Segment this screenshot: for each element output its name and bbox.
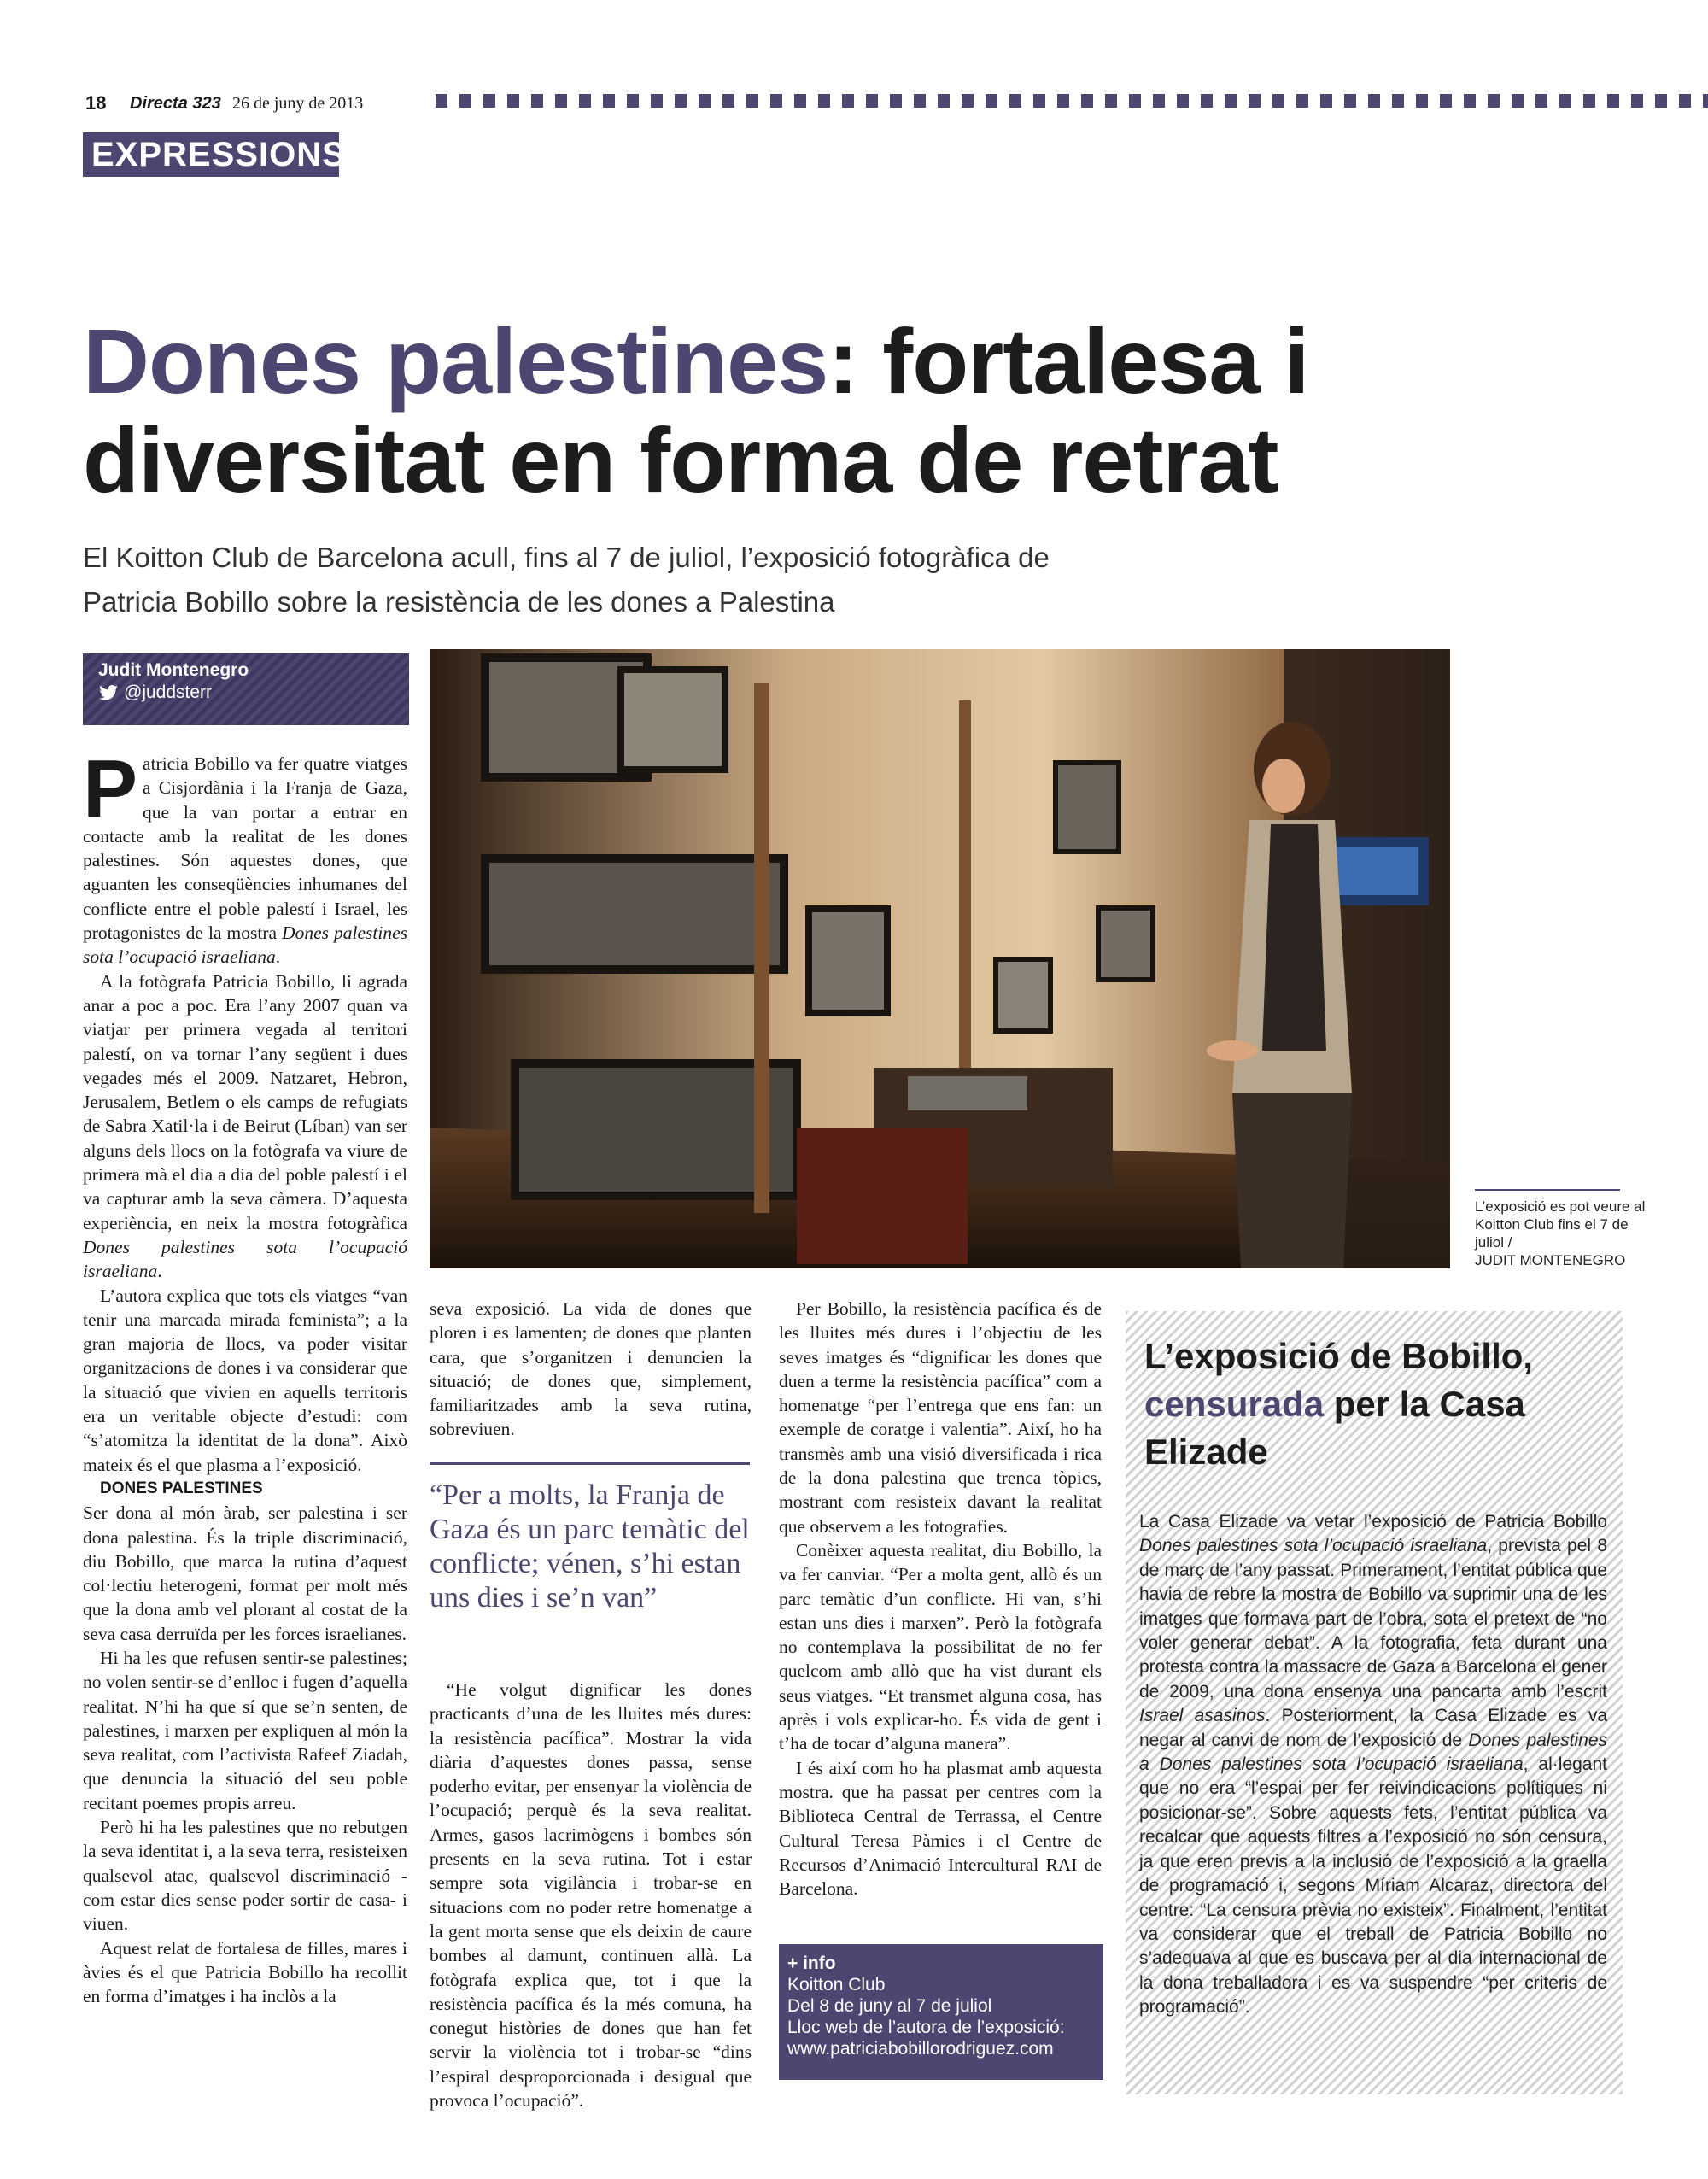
author-handle-line	[98, 682, 394, 703]
article-photo	[430, 649, 1450, 1268]
info-box	[779, 1944, 1103, 2080]
twitter-bird-icon	[98, 685, 119, 700]
sidebar-italic: Dones palestines a Dones palestines sota l’ocupació israeliana	[1139, 1730, 1608, 1775]
byline-box	[83, 653, 409, 725]
sidebar-text: , prevista pel 8 de març de l’any passat. Primerament, l’entitat pública que havia de rebre la mostra de Bobillo va suprimir una de les imatges que formava part de l’obra, sota el pretext de “no voler generar debat”. A la fotografia, feta durant una protesta contra la massacre de Gaza a Barcelona el gener de 2009, una dona ensenya una pancarta amb l’escrit	[1139, 1536, 1607, 1702]
photo-credit: JUDIT MONTENEGRO	[1475, 1252, 1626, 1268]
body-paragraph: “He volgut dignificar les dones practicants d’una de les lluites més dures: la resistència pacífica”. Mostrar la vida diària d’aquestes dones passa, sense poderho evitar, per ensenyar la violència de l’ocupació; perquè és la seva realitat. Armes, gasos lacrimògens i bombes són presents en la seva rutina. Tot i estar sempre sota vigilància i trobar-se en situacions com no poder retre homenatge a la gent morta sense que els deixin de caure bombes al damunt, continuen allà. La fotògrafa explica que, tot i que la resistència pacífica és la més comuna, ha conegut històries de dones que han fet servir la violència tot i trobar-se “dins l’espiral desproporcionada i desigual que provoca l’ocupació”.	[430, 1679, 752, 2112]
body-paragraph: Ser dona al món àrab, ser palestina i ser dona palestina. És la triple discriminació, diu Bobillo, que marca la rutina d’aquest col·lectiu heterogeni, format per molt més que la dona amb vel plorant al costat de la seva casa derruïda per les forces israelianes.	[83, 1502, 407, 1644]
pull-quote: “Per a molts, la Franja de Gaza és un parc temàtic del conflicte; vénen, s’hi estan uns dies i se’n van”	[430, 1462, 750, 1615]
body-paragraph: Aquest relat de fortalesa de filles, mares i àvies és el que Patricia Bobillo ha recollit en forma d’imatges i ha inclòs a la	[83, 1937, 407, 2007]
sidebar-title-text: L’exposició de Bobillo,	[1144, 1336, 1534, 1376]
body-paragraph: I és així com ho ha plasmat amb aquesta mostra. que ha passat per centres com la Biblioteca Central de Terrassa, el Centre Cultural Teresa Pàmies i el Centre de Recursos d’Animació Intercultural RAI de Barcelona.	[779, 1757, 1102, 1900]
article-deck: El Koitton Club de Barcelona acull, fins al 7 de juliol, l’exposició fotogràfica de Patricia Bobillo sobre la resistència de les dones a Palestina	[83, 542, 1050, 618]
body-column-3	[779, 1297, 1102, 1901]
info-heading: + info	[787, 1953, 836, 1973]
publication-name: Directa 323	[130, 94, 221, 113]
sidebar-title-highlight: censurada	[1144, 1384, 1325, 1424]
body-text: .	[157, 1261, 162, 1282]
exhibition-title: Dones palestines sota l’ocupació israeliana	[83, 923, 407, 968]
header-dotted-rule	[436, 94, 1708, 108]
sidebar-title-text: per la Casa Elizade	[1144, 1384, 1525, 1472]
sidebar-italic: Dones palestines sota l’ocupació israeliana	[1139, 1536, 1488, 1556]
sidebar-text: . Posteriorment, la Casa Elizade es va negar al canvi de nom de l’exposició de	[1139, 1706, 1607, 1750]
caption-rule	[1475, 1189, 1620, 1191]
info-web-label: Lloc web de l’autora de l’exposició:	[787, 2018, 1065, 2037]
exhibition-photo-illustration	[430, 649, 1450, 1268]
body-paragraph	[83, 969, 407, 1284]
sidebar-body	[1139, 1510, 1607, 2020]
issue-date: 26 de juny de 2013	[232, 94, 364, 113]
body-paragraph: Per Bobillo, la resistència pacífica és de les lluites més dures i l’objectiu de les seves imatges és “dignificar les dones que duen a terme la resistència pacífica” com a homenatge “per l’entrega que ens fan: un exemple de coratge i valentia”. Així, ho ha transmès amb una visió diversificada i rica de la dona palestina que trenca tòpics, mostrant com resisteix davant la realitat que observem a les fotografies.	[779, 1298, 1102, 1537]
article-headline	[83, 309, 1620, 512]
body-paragraph: Hi ha les que refusen sentir-se palestines; no volen sentir-se d’enlloc i fugen d’aquella realitat. N’hi ha que sí que se’n senten, de palestines, i marxen per expliquen al món la seva realitat, com l’activista Rafeef Ziadah, que denuncia la situació del seu poble recitant poemes propis arreu.	[83, 1647, 407, 1813]
body-paragraph: Però hi ha les palestines que no rebutgen la seva identitat i, a la seva terra, resisteixen qualsevol atac, qualsevol discriminació -com estar dies sense poder sortir de casa- i viuen.	[83, 1817, 407, 1935]
caption-text: L’exposició es pot veure al Koitton Club fins el 7 de juliol /	[1475, 1198, 1646, 1251]
body-text: A la fotògrafa Patricia Bobillo, li agrada anar a poc a poc. Era l’any 2007 quan va viatjar per primera vegada al territori palestí, on va tornar l’any següent i dues vegades més el 2009. Natzaret, Hebron, Jerusalem, Betlem o els camps de refugiats de Sabra Xatil·la i de Beirut (Líban) van ser alguns dels llocs on la fotògrafa va viure de primera mà el dia a dia del poble palestí i el va capturar amb la seva càmera. D’aquesta experiència, en neix la mostra fotogràfica	[83, 970, 407, 1233]
drop-cap: P	[83, 743, 138, 835]
body-paragraph: Conèixer aquesta realitat, diu Bobillo, la va fer canviar. “Per a molta gent, allò és un parc temàtic d’un conflicte. Hi van, s’hi estan uns dies i marxen”. Però la fotògrafa no contemplava la possibilitat de no fer quelcom amb allò que ha vist durant els seus viatges. “Et transmet alguna cosa, has après i vols explicar-ho. És vida de gent i t’ha de tocar d’alguna manera”.	[779, 1539, 1102, 1754]
info-url-link[interactable]: www.patriciabobillorodriguez.com	[787, 2039, 1054, 2059]
body-paragraph: seva exposició. La vida de dones que ploren i es lamenten; de dones que planten cara, que s’organitzen i denuncien la situació; de dones que, simplement, familiaritzades amb la seva rutina, sobreviuen.	[430, 1298, 752, 1440]
body-text: atricia Bobillo va fer quatre viatges a Cisjordània i la Franja de Gaza, que la van portar a entrar en contacte amb la realitat de les dones palestines. Són aquestes dones, que aguanten les conseqüències inhumanes del conflicte entre el poble palestí i Israel, les protagonistes de la mostra	[83, 753, 407, 944]
sidebar-title	[1144, 1333, 1606, 1476]
page-number: 18	[85, 92, 107, 114]
headline-highlight: Dones palestines	[83, 309, 828, 413]
body-paragraph	[83, 743, 407, 969]
body-text: .	[275, 946, 281, 968]
photo-caption	[1475, 1198, 1646, 1269]
section-tag: EXPRESSIONS	[83, 132, 339, 177]
headline-rest: : fortalesa i diversitat en forma de retrat	[83, 309, 1309, 512]
body-column-2	[430, 1297, 752, 1442]
info-dates: Del 8 de juny al 7 de juliol	[787, 1996, 992, 2016]
sidebar-text: , al·legant que no era “l’espai per fer reivindicacions polítiques ni posicionar-se”. Sobre aquests fets, l’entitat pública va recalcar que aquests filtres a l’exposició no són censura, ja que eren previs a la inclusió de l’exposició a la graella de programació i, segons Míriam Alcaraz, directora del centre: “La censura prèvia no existeix”. Finalment, l’entitat va considerar que el treball de Patricia Bobillo no s’adequava al que es buscava per al dia internacional de la dona treballadora i es va suspendre “per criteris de programació”.	[1139, 1754, 1607, 2018]
sidebar-text: La Casa Elizade va vetar l’exposició de Patricia Bobillo	[1139, 1512, 1607, 1532]
info-venue: Koitton Club	[787, 1975, 886, 1994]
author-handle: @juddsterr	[124, 682, 213, 702]
body-column-1	[83, 743, 407, 2008]
subheading: DONES PALESTINES	[100, 1479, 263, 1497]
sidebar-italic: Israel asasinos	[1139, 1706, 1266, 1726]
author-name: Judit Montenegro	[98, 660, 249, 680]
body-column-2-continued	[430, 1678, 752, 2112]
exhibition-title: Dones palestines sota l’ocupació israeliana	[83, 1236, 407, 1282]
body-paragraph: L’autora explica que tots els viatges “van tenir una marcada mirada feminista”; a la gran majoria de llocs, va poder visitar organitzacions de dones i va considerar que la situació que vivien en aquells territoris era un veritable objecte d’estudi: com “s’atomitza la identitat de la dona”. Això mateix és el que plasma a l’exposició.	[83, 1285, 407, 1475]
